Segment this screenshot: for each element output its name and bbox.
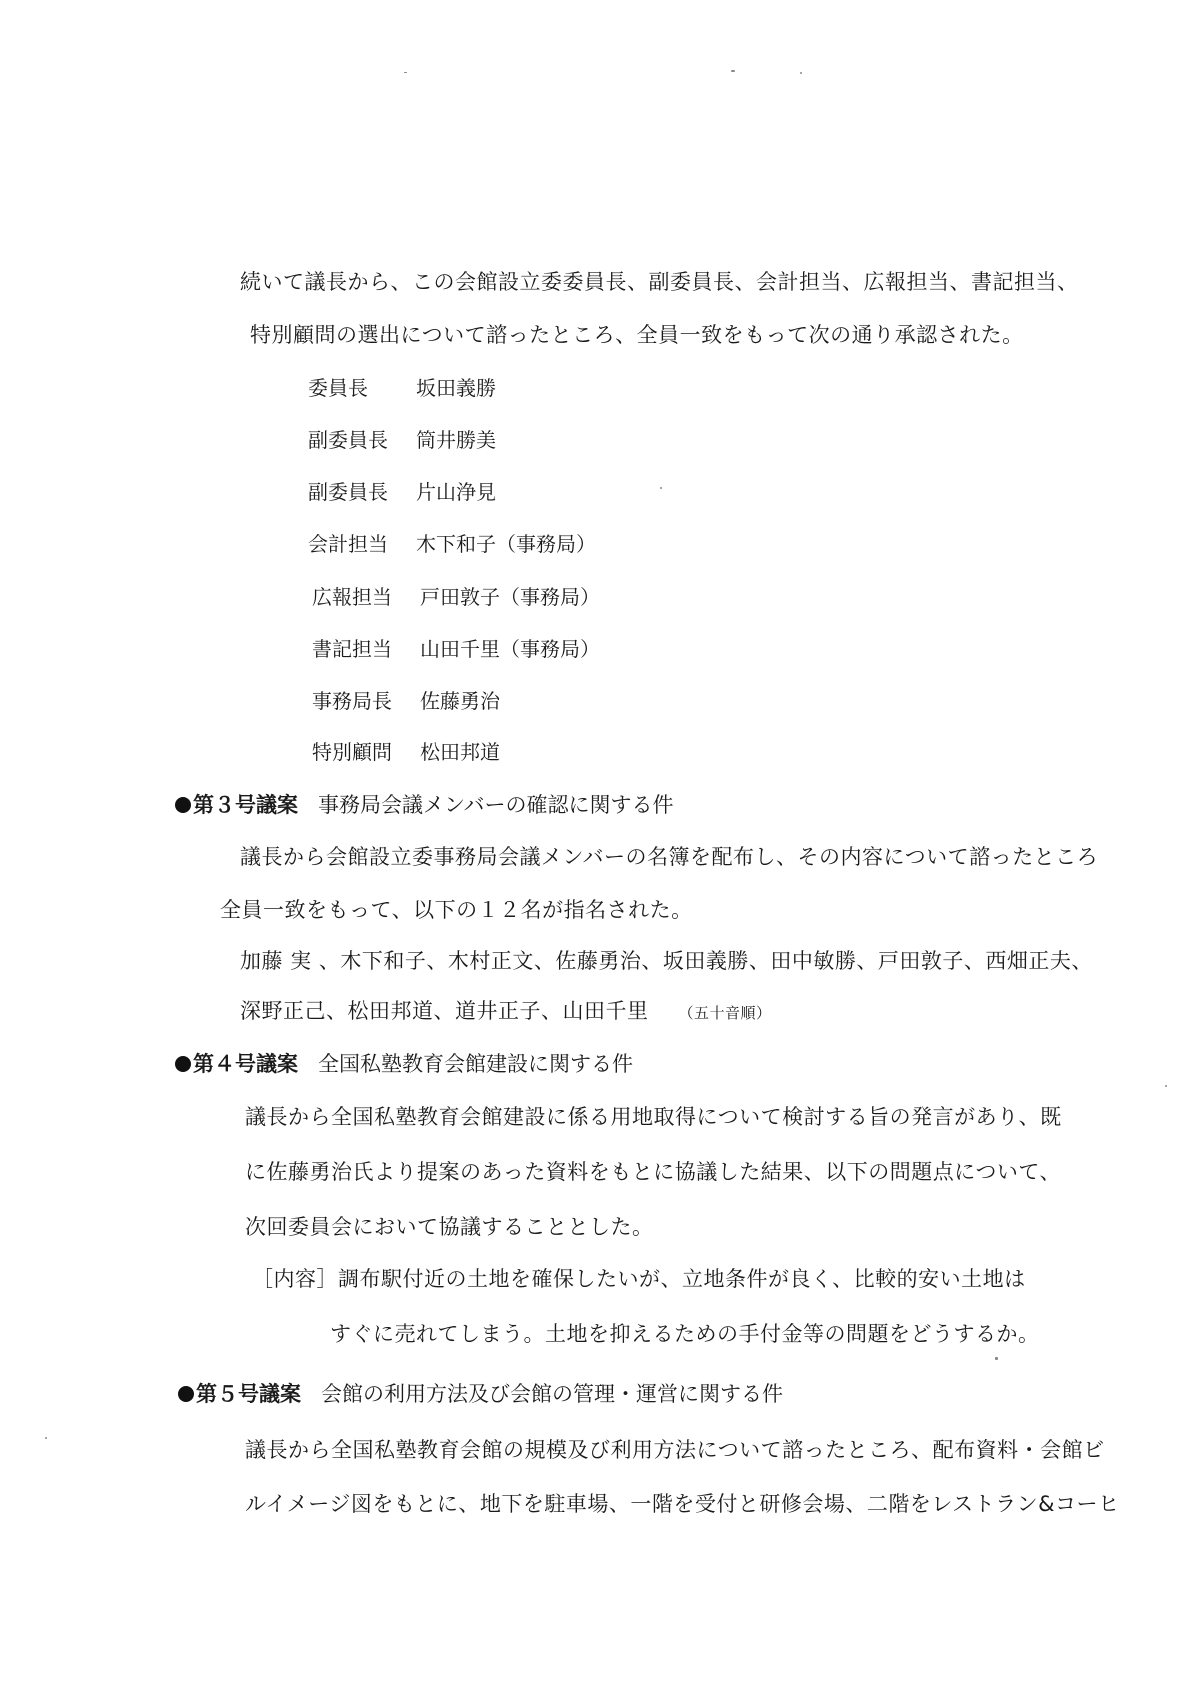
scan-speck xyxy=(800,72,802,74)
officer-name: 佐藤勇治 xyxy=(420,689,500,713)
officer-role: 委員長 xyxy=(308,376,368,400)
agenda3-members-2 xyxy=(240,997,772,1027)
agenda3-number: 第３号議案 xyxy=(193,792,298,817)
officer-row xyxy=(312,738,500,766)
agenda4-content-1: ［内容］調布駅付近の土地を確保したいが、立地条件が良く、比較的安い土地は xyxy=(252,1267,1026,1291)
officer-name: 片山浄見 xyxy=(416,480,496,504)
agenda4-body-2: に佐藤勇治氏より提案のあった資料をもとに協議した結果、以下の問題点について、 xyxy=(245,1160,1061,1184)
officer-role: 会計担当 xyxy=(308,532,388,556)
intro-line-2: 特別顧問の選出について諮ったところ、全員一致をもって次の通り承認された。 xyxy=(250,323,1024,347)
agenda5-heading xyxy=(178,1380,783,1408)
officer-name: 坂田義勝 xyxy=(416,376,496,400)
scan-speck xyxy=(660,487,662,489)
officer-row xyxy=(308,478,496,506)
officer-role: 特別顧問 xyxy=(312,740,392,764)
intro-line-1: 続いて議長から、この会館設立委委員長、副委員長、会計担当、広報担当、書記担当、 xyxy=(240,270,1079,294)
officer-name: 松田邦道 xyxy=(420,740,500,764)
agenda5-body-1: 議長から全国私塾教育会館の規模及び利用方法について諮ったところ、配布資料・会館ビ xyxy=(245,1438,1105,1462)
scan-speck xyxy=(45,1437,47,1439)
officer-row xyxy=(312,635,600,663)
officer-role: 書記担当 xyxy=(312,637,392,661)
agenda3-order-note: （五十音順） xyxy=(678,1004,772,1022)
agenda4-body-3: 次回委員会において協議することとした。 xyxy=(245,1215,654,1239)
scan-speck xyxy=(731,70,735,72)
scan-speck xyxy=(404,72,407,73)
agenda3-body-1: 議長から会館設立委事務局会議メンバーの名簿を配布し、その内容について諮ったところ xyxy=(240,845,1099,869)
agenda5-number: 第５号議案 xyxy=(196,1381,301,1406)
bullet-icon xyxy=(175,797,191,813)
agenda3-members-1: 加藤 実 、木下和子、木村正文、佐藤勇治、坂田義勝、田中敏勝、戸田敦子、西畑正夫、 xyxy=(240,949,1093,973)
officer-name: 山田千里（事務局） xyxy=(420,637,600,661)
agenda4-heading xyxy=(175,1050,633,1078)
officer-row xyxy=(308,374,496,402)
officer-role: 広報担当 xyxy=(312,585,392,609)
scan-speck xyxy=(1165,1085,1167,1087)
officer-row xyxy=(308,426,496,454)
agenda3-heading xyxy=(175,791,674,819)
agenda4-number: 第４号議案 xyxy=(193,1051,298,1076)
scan-speck xyxy=(995,1357,998,1360)
agenda3-members-names: 深野正己、松田邦道、道井正子、山田千里 xyxy=(240,999,649,1023)
agenda4-content-2: すぐに売れてしまう。土地を抑えるための手付金等の問題をどうするか。 xyxy=(330,1322,1040,1346)
officer-name: 戸田敦子（事務局） xyxy=(420,585,600,609)
agenda3-title: 事務局会議メンバーの確認に関する件 xyxy=(318,793,674,817)
agenda3-body-2: 全員一致をもって、以下の１２名が指名された。 xyxy=(220,898,693,922)
bullet-icon xyxy=(178,1386,194,1402)
agenda5-body-2: ルイメージ図をもとに、地下を駐車場、一階を受付と研修会場、二階をレストラン&コーヒ xyxy=(245,1492,1120,1516)
agenda5-title: 会館の利用方法及び会館の管理・運営に関する件 xyxy=(321,1382,783,1406)
officer-row xyxy=(312,687,500,715)
officer-role: 副委員長 xyxy=(308,480,388,504)
officer-name: 木下和子（事務局） xyxy=(416,532,596,556)
officer-row xyxy=(308,530,596,558)
agenda4-body-1: 議長から全国私塾教育会館建設に係る用地取得について検討する旨の発言があり、既 xyxy=(245,1105,1062,1129)
bullet-icon xyxy=(175,1056,191,1072)
officer-row xyxy=(312,583,600,611)
officer-role: 事務局長 xyxy=(312,689,392,713)
officer-role: 副委員長 xyxy=(308,428,388,452)
officer-name: 筒井勝美 xyxy=(416,428,496,452)
agenda4-title: 全国私塾教育会館建設に関する件 xyxy=(318,1052,633,1076)
